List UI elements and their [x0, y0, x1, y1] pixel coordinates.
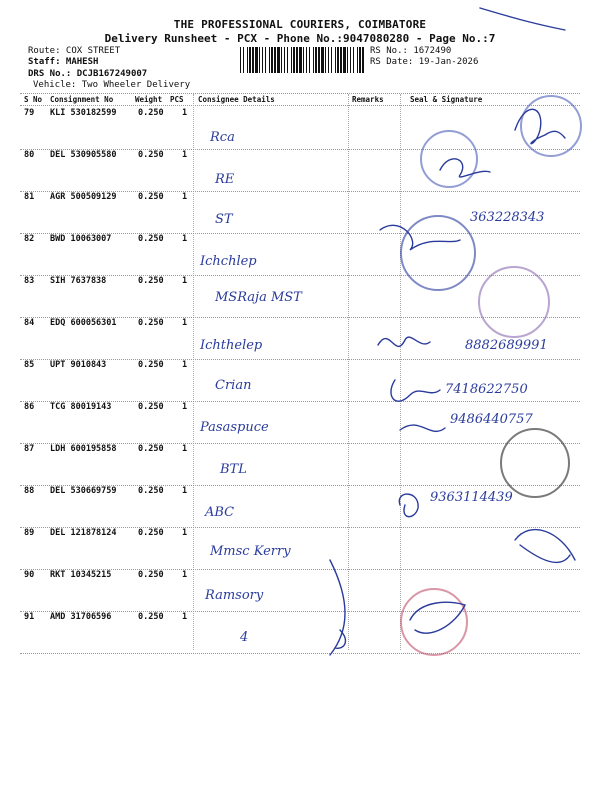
col-remarks: Remarks [352, 95, 384, 104]
consignee-handwriting: RE [215, 172, 235, 187]
row-consignment-no: AGR 500509129 [50, 192, 117, 202]
handwritten-phone: 363228343 [470, 210, 545, 225]
table-row [0, 528, 600, 570]
barcode-bar [321, 47, 324, 73]
consignee-handwriting: BTL [220, 462, 247, 477]
seal-stamp-2 [520, 95, 582, 157]
route-label: Route: COX STREET [28, 46, 121, 56]
barcode-bar [277, 47, 280, 73]
consignee-handwriting: Ramsory [205, 588, 264, 603]
row-sno: 88 [24, 486, 35, 496]
row-weight: 0.250 [138, 234, 164, 244]
col-seal-signature: Seal & Signature [410, 95, 483, 104]
barcode-bar [331, 47, 332, 73]
barcode-bar [243, 47, 244, 73]
barcode-bar [347, 47, 348, 73]
row-weight: 0.250 [138, 486, 164, 496]
consignee-handwriting: Rca [210, 130, 235, 145]
barcode-bar [249, 47, 251, 73]
row-consignment-no: LDH 600195858 [50, 444, 117, 454]
staff-label: Staff: MAHESH [28, 57, 99, 67]
col-sno: S No [24, 95, 43, 104]
row-sno: 89 [24, 528, 35, 538]
row-pcs: 1 [182, 444, 188, 454]
seal-stamp-5 [500, 428, 570, 498]
row-sno: 79 [24, 108, 35, 118]
barcode-bar [271, 47, 273, 73]
row-weight: 0.250 [138, 318, 164, 328]
row-pcs: 1 [182, 612, 188, 622]
barcode-bar [269, 47, 270, 73]
row-weight: 0.250 [138, 402, 164, 412]
row-consignment-no: BWD 10063007 [50, 234, 112, 244]
row-sno: 85 [24, 360, 35, 370]
row-pcs: 1 [182, 318, 188, 328]
table-row [0, 150, 600, 192]
barcode-bar [293, 47, 295, 73]
consignee-handwriting: Crian [215, 378, 252, 393]
row-sno: 82 [24, 234, 35, 244]
barcode-bar [340, 47, 342, 73]
barcode-bar [296, 47, 298, 73]
barcode-bar [313, 47, 314, 73]
barcode-bar [315, 47, 317, 73]
row-weight: 0.250 [138, 528, 164, 538]
consignee-handwriting: ABC [205, 505, 235, 520]
row-pcs: 1 [182, 528, 188, 538]
barcode-bar [335, 47, 336, 73]
barcode-bar [306, 47, 307, 73]
consignee-handwriting: Mmsc Kerry [210, 544, 291, 559]
row-sno: 80 [24, 150, 35, 160]
barcode-bar [303, 47, 304, 73]
row-consignment-no: SIH 7637838 [50, 276, 107, 286]
barcode-bar [362, 47, 364, 73]
handwritten-phone: 9363114439 [430, 490, 513, 505]
row-sno: 83 [24, 276, 35, 286]
col-pcs: PCS [170, 95, 184, 104]
seal-stamp-3 [400, 215, 476, 291]
barcode-bar [357, 47, 358, 73]
seal-stamp-6 [400, 588, 468, 656]
row-weight: 0.250 [138, 570, 164, 580]
col-weight: Weight [135, 95, 163, 104]
row-consignment-no: DEL 121878124 [50, 528, 117, 538]
row-divider [20, 653, 580, 654]
rs-no-label: RS No.: 1672490 [370, 46, 452, 56]
row-weight: 0.250 [138, 108, 164, 118]
company-title: THE PROFESSIONAL COURIERS, COIMBATORE [173, 18, 427, 31]
barcode-bar [359, 47, 361, 73]
row-weight: 0.250 [138, 444, 164, 454]
barcode-bar [281, 47, 282, 73]
row-pcs: 1 [182, 486, 188, 496]
barcode-bar [255, 47, 258, 73]
barcode-bar [325, 47, 326, 73]
table-row [0, 108, 600, 150]
consignee-handwriting: MSRaja MST [215, 290, 302, 305]
row-consignment-no: TCG 80019143 [50, 402, 112, 412]
barcode-bar [247, 47, 248, 73]
row-sno: 84 [24, 318, 35, 328]
barcode-bar [350, 47, 351, 73]
row-weight: 0.250 [138, 150, 164, 160]
row-consignment-no: AMD 31706596 [50, 612, 112, 622]
handwritten-phone: 7418622750 [445, 382, 528, 397]
row-pcs: 1 [182, 192, 188, 202]
barcode-bar [240, 47, 241, 73]
consignee-handwriting: Pasaspuce [200, 420, 269, 435]
barcode-bar [309, 47, 310, 73]
consignee-handwriting: ST [215, 212, 233, 227]
barcode-bar [265, 47, 266, 73]
barcode-bar [274, 47, 276, 73]
row-sno: 81 [24, 192, 35, 202]
drs-label: DRS No.: DCJB167249007 [28, 69, 148, 79]
row-consignment-no: EDQ 600056301 [50, 318, 117, 328]
row-pcs: 1 [182, 402, 188, 412]
row-pcs: 1 [182, 276, 188, 286]
barcode-bar [291, 47, 292, 73]
handwritten-phone: 9486440757 [450, 412, 533, 427]
row-pcs: 1 [182, 108, 188, 118]
row-sno: 91 [24, 612, 35, 622]
barcode-bar [287, 47, 288, 73]
row-consignment-no: UPT 9010843 [50, 360, 107, 370]
barcode-bar [353, 47, 354, 73]
row-consignment-no: KLI 530182599 [50, 108, 117, 118]
barcode-bar [328, 47, 329, 73]
handwritten-phone: 8882689991 [465, 338, 548, 353]
consignee-handwriting: 4 [240, 630, 249, 645]
barcode-bar [343, 47, 346, 73]
row-pcs: 1 [182, 234, 188, 244]
runsheet-subtitle: Delivery Runsheet - PCX - Phone No.:9047080280 - Page No.:7 [104, 32, 496, 45]
row-sno: 87 [24, 444, 35, 454]
seal-stamp-4 [478, 266, 550, 338]
barcode [240, 47, 366, 73]
barcode-bar [252, 47, 254, 73]
barcode-bar [262, 47, 263, 73]
col-consignee: Consignee Details [198, 95, 275, 104]
row-weight: 0.250 [138, 612, 164, 622]
table-row [0, 612, 600, 654]
rs-date-label: RS Date: 19-Jan-2026 [370, 57, 479, 67]
header-rule-bottom [20, 105, 580, 106]
row-pcs: 1 [182, 150, 188, 160]
col-consignment: Consignment No [50, 95, 114, 104]
vehicle-label: Vehicle: Two Wheeler Delivery [33, 80, 191, 90]
barcode-bar [318, 47, 320, 73]
consignee-handwriting: Ichchlep [200, 254, 257, 269]
row-pcs: 1 [182, 360, 188, 370]
row-sno: 90 [24, 570, 35, 580]
consignee-handwriting: Ichthelep [200, 338, 263, 353]
row-weight: 0.250 [138, 276, 164, 286]
table-row [0, 570, 600, 612]
row-consignment-no: DEL 530669759 [50, 486, 117, 496]
header-rule-top [20, 93, 580, 94]
seal-stamp-1 [420, 130, 478, 188]
row-weight: 0.250 [138, 360, 164, 370]
barcode-bar [299, 47, 302, 73]
barcode-bar [284, 47, 285, 73]
row-weight: 0.250 [138, 192, 164, 202]
barcode-bar [337, 47, 339, 73]
barcode-bar [259, 47, 260, 73]
row-consignment-no: DEL 530905580 [50, 150, 117, 160]
row-sno: 86 [24, 402, 35, 412]
row-consignment-no: RKT 10345215 [50, 570, 112, 580]
row-pcs: 1 [182, 570, 188, 580]
